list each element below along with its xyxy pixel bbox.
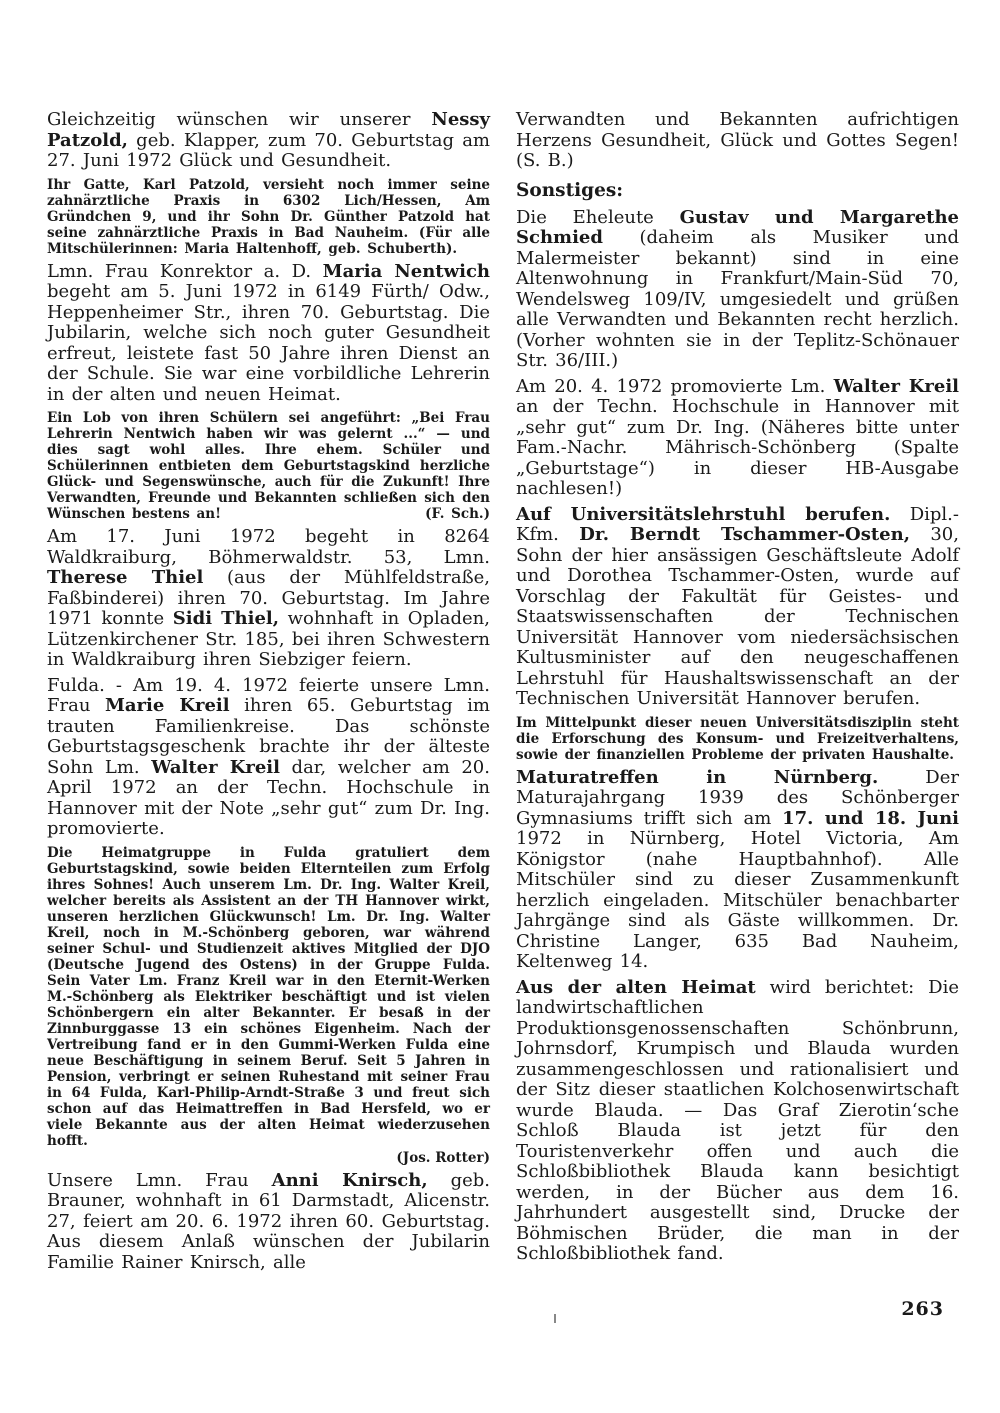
right-column	[516, 110, 959, 1278]
paragraph: Im Mittelpunkt dieser neuen Universitätsdisziplin steht die Erforschung des Konsum- und Freizeitverhaltens, sowie der finanziellen Probleme der privaten Haushalte.	[516, 714, 959, 763]
paragraph: Ein Lob von ihren Schülern sei angeführt: „Bei Frau Lehrerin Nentwich haben wir was gelernt ...“ — und dies sagt wohl alles. Ihre ehem. Schüler und Schülerinnen entbieten dem Geburtstagskind herzliche Glück- und Segenswünsche, auch für die Zukunft! Ihre Verwandten, Freunde und Bekannten schließen sich den Wünschen bestens an! (F. Sch.)	[47, 410, 490, 522]
paragraph: Die Eheleute Gustav und Margarethe Schmied (daheim als Musiker und Malermeister bekannt) sind in eine Altenwohnung in Frankfurt/Main-Süd 70, Wendelsweg 109/IV, umgesiedelt und grüßen alle Verwandten und Bekannten recht herzlich. (Vorher wohnten sie in der Teplitz-Schönauer Str. 36/III.)	[516, 206, 959, 371]
byline: (F. Sch.)	[425, 506, 490, 522]
paragraph: Aus der alten Heimat wird berichtet: Die landwirtschaftlichen Produktionsgenossenschaften Schönbrunn, Johrnsdorf, Krumpisch und Blauda wurden zusammengeschlossen und rationalisiert und der Sitz dieser staatlichen Kolchosenwirtschaft wurde Blauda. — Das Graf Zierotin‘sche Schloß Blauda ist jetzt für den Touristenverkehr offen und auch die Schloßbibliothek Blauda kann besichtigt werden, in der Bücher aus dem 16. Jahrhundert ausgestellt sind, Drucke der Böhmischen Brüder, die man in der Schloßbibliothek fand.	[516, 976, 959, 1264]
paragraph: (Jos. Rotter)	[396, 1149, 490, 1166]
document-page	[47, 110, 959, 1278]
paragraph: Ihr Gatte, Karl Patzold, versieht noch immer seine zahnärztliche Praxis in 6302 Lich/Hessen, Am Gründchen 9, und ihr Sohn Dr. Günther Patzold hat seine zahnärztliche Praxis in Bad Nauheim. (Für alle Mitschülerinnen: Maria Haltenhoff, geb. Schuberth).	[47, 176, 490, 257]
left-column	[47, 110, 490, 1278]
page-number: 263	[901, 1298, 944, 1320]
paragraph: Am 20. 4. 1972 promovierte Lm. Walter Kreil an der Techn. Hochschule in Hannover mit „sehr gut“ zum Dr. Ing. (Näheres bitte unter Fam.-Nachr. Mährisch-Schönberg (Spalte „Geburtstage“) in dieser HB-Ausgabe nachlesen!)	[516, 375, 959, 499]
paragraph: Unsere Lmn. Frau Anni Knirsch, geb. Brauner, wohnhaft in 61 Darmstadt, Alicenstr. 27, feiert am 20. 6. 1972 ihren 60. Geburtstag. Aus diesem Anlaß wünschen der Jubilarin Familie Rainer Knirsch, alle	[47, 1169, 491, 1273]
paragraph: Die Heimatgruppe in Fulda gratuliert dem Geburtstagskind, sowie beiden Elternteilen zum Erfolg ihres Sohnes! Auch unserem Lm. Dr. Ing. Walter Kreil, welcher bereits als Assistent an der TH Hannover wirkt, unseren herzlichen Glückwunsch! Lm. Dr. Ing. Walter Kreil, noch in M.-Schönberg geboren, war während seiner Schul- und Studienzeit aktives Mitglied der DJO (Deutsche Jugend des Ostens) in der Gruppe Fulda. Sein Vater Lm. Franz Kreil war in den Eternit-Werken M.-Schönberg als Elektriker beschäftigt und ist vielen Schönbergern ein alter Bekannter. Er besaß in der Zinnburggasse 13 ein schönes Eigenheim. Nach der Vertreibung fand er in den Gummi-Werken Fulda eine neue Beschäftigung in seinem Beruf. Seit 5 Jahren in Pension, verbringt er seinen Ruhestand mit seiner Frau in 64 Fulda, Karl-Philip-Arndt-Straße 3 und freut sich schon auf das Heimattreffen in Bad Hersfeld, wo er viele Bekannte aus der alten Heimat wiederzusehen hofft.	[47, 844, 490, 1149]
paragraph: Lmn. Frau Konrektor a. D. Maria Nentwich begeht am 5. Juni 1972 in 6149 Fürth/ Odw., Heppenheimer Str., ihren 70. Geburtstag. Die Jubilarin, welche sich noch guter Gesundheit erfreut, leistete fast 50 Jahre ihren Dienst an der Schule. Sie war eine vorbildliche Lehrerin in der alten und neuen Heimat.	[47, 260, 490, 405]
paragraph: Gleichzeitig wünschen wir unserer Nessy Patzold, geb. Klapper, zum 70. Geburtstag am 27. Juni 1972 Glück und Gesundheit.	[47, 109, 490, 171]
two-column-layout	[47, 110, 959, 1278]
paragraph: Am 17. Juni 1972 begeht in 8264 Waldkraiburg, Böhmerwaldstr. 53, Lmn. Therese Thiel (aus der Mühlfeldstraße, Faßbinderei) ihren 70. Geburtstag. Im Jahre 1971 konnte Sidi Thiel, wohnhaft in Opladen, Lützenkirchener Str. 185, bei ihren Schwestern in Waldkraiburg ihren Siebziger feiern.	[47, 526, 490, 670]
paragraph: Fulda. - Am 19. 4. 1972 feierte unsere Lmn. Frau Marie Kreil ihren 65. Geburtstag im trauten Familienkreise. Das schönste Geburtstagsgeschenk brachte ihr der älteste Sohn Lm. Walter Kreil dar, welcher am 20. April 1972 an der Techn. Hochschule in Hannover mit der Note „sehr gut“ zum Dr. Ing. promovierte.	[47, 674, 491, 839]
paragraph: Auf Universitätslehrstuhl berufen. Dipl.-Kfm. Dr. Berndt Tschammer-Osten, 30, Sohn der hier ansässigen Geschäftsleute Adolf und Dorothea Tschammer-Osten, wurde auf Vorschlag der Fakultät für Geistes- und Staatswissenschaften der Technischen Universität Hannover vom niedersächsischen Kultusminister auf den neugeschaffenen Lehrstuhl für Haushaltswissenschaft an der Technischen Universität Hannover berufen.	[516, 503, 959, 709]
paragraph: Maturatreffen in Nürnberg. Der Maturajahrgang 1939 des Schönberger Gymnasiums trifft sich am 17. und 18. Juni 1972 in Nürnberg, Hotel Victoria, Am Königstor (nahe Hauptbahnhof). Alle Mitschüler sind zu dieser Zusammenkunft herzlich eingeladen. Mitschüler benachbarter Jahrgänge sind als Gäste willkommen. Dr. Christine Langer, 635 Bad Nauheim, Keltenweg 14.	[516, 766, 959, 972]
paragraph: Verwandten und Bekannten aufrichtigen Herzens Gesundheit, Glück und Gottes Segen! (S. B.)	[516, 109, 959, 171]
section-heading: Sonstiges:	[516, 179, 624, 201]
scan-artifact-mark	[554, 1314, 556, 1323]
